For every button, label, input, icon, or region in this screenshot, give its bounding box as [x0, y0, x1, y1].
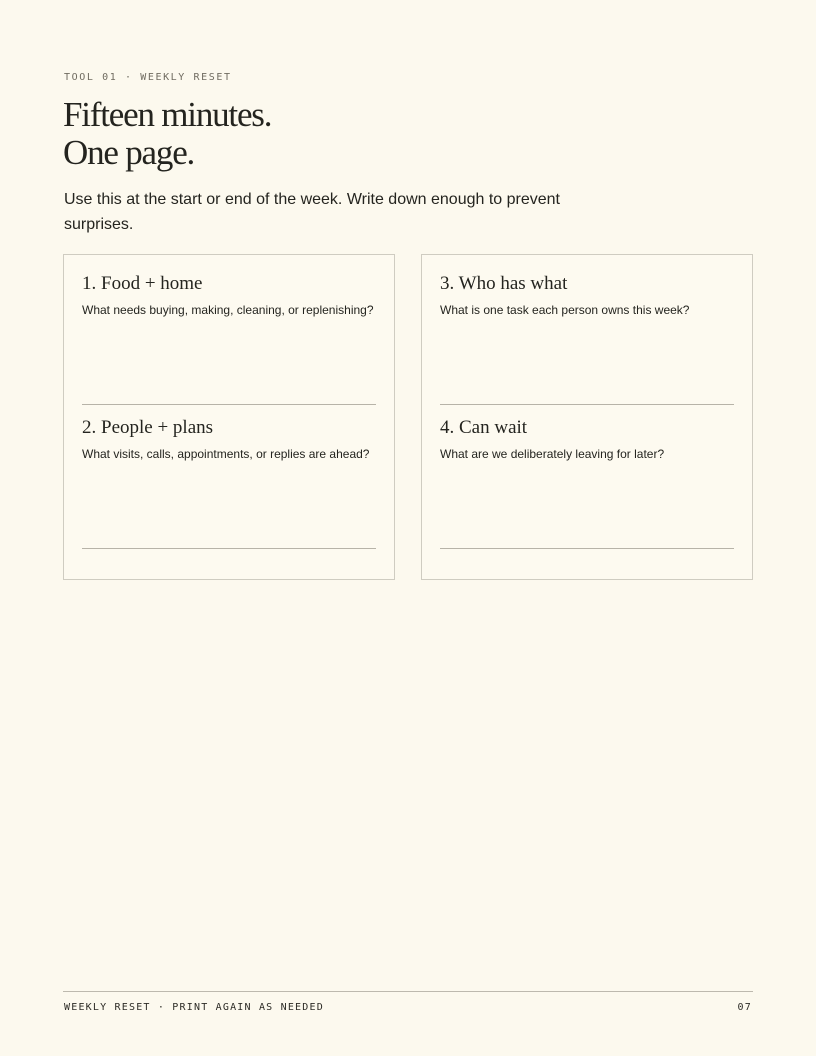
left-worksheet-card: [63, 254, 395, 580]
people-plans-prompt: What visits, calls, appointments, or replies are ahead?: [82, 447, 370, 461]
title-line-2: One page.: [63, 133, 195, 172]
people-plans-section: [82, 417, 376, 549]
title-line-1: Fifteen minutes.: [63, 95, 272, 134]
page-number: 07: [737, 1002, 752, 1013]
food-home-prompt: What needs buying, making, cleaning, or replenishing?: [82, 303, 374, 317]
can-wait-section: [440, 417, 734, 549]
who-has-what-heading: 3. Who has what: [440, 273, 568, 294]
who-has-what-section: [440, 273, 734, 405]
right-worksheet-card: [421, 254, 753, 580]
who-has-what-prompt: What is one task each person owns this week?: [440, 303, 690, 317]
footer-divider: [63, 991, 753, 992]
people-plans-heading: 2. People + plans: [82, 417, 214, 438]
can-wait-prompt: What are we deliberately leaving for later?: [440, 447, 665, 461]
footer-label: WEEKLY RESET · PRINT AGAIN AS NEEDED: [64, 1002, 324, 1013]
can-wait-heading: 4. Can wait: [440, 417, 528, 438]
food-home-section: [82, 273, 376, 405]
tool-label: TOOL 01 · WEEKLY RESET: [64, 72, 232, 83]
intro-text: Use this at the start or end of the week. Write down enough to prevent surprises.: [64, 191, 560, 233]
page-title: [63, 96, 271, 172]
food-home-heading: 1. Food + home: [82, 273, 203, 294]
